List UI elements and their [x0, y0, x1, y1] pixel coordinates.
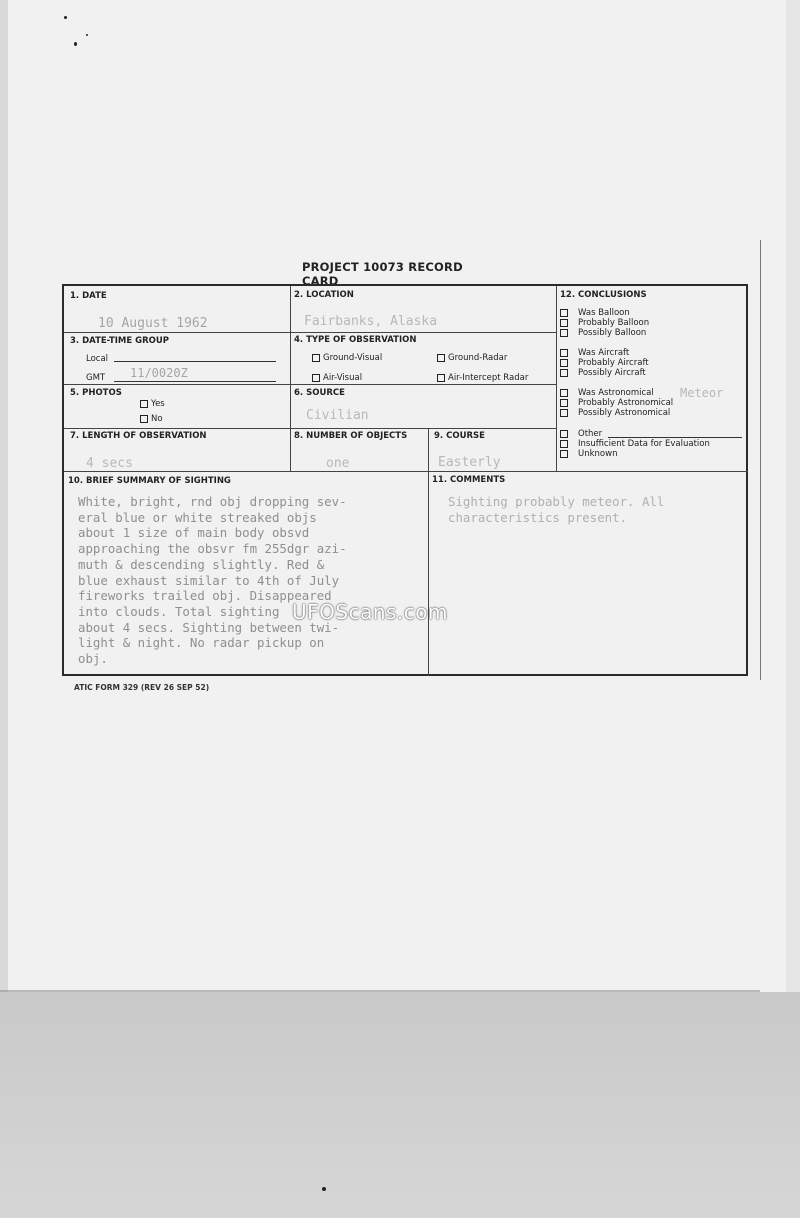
divider [556, 286, 557, 471]
type-obs-label: 4. TYPE OF OBSERVATION [294, 335, 417, 345]
checkbox-icon [437, 354, 445, 362]
conclusion-option[interactable] [560, 348, 629, 358]
checkbox-icon [140, 400, 148, 408]
checkbox-icon [560, 309, 568, 317]
conclusion-label: Possibly Balloon [578, 328, 647, 338]
date-label: 1. DATE [70, 291, 107, 301]
divider [428, 428, 429, 676]
date-value: 10 August 1962 [98, 316, 208, 331]
checkbox-icon [437, 374, 445, 382]
local-label: Local [86, 354, 109, 364]
divider [64, 428, 556, 429]
checkbox-icon [560, 369, 568, 377]
form-number: ATIC FORM 329 (REV 26 SEP 52) [74, 683, 210, 692]
margin-line [760, 240, 761, 680]
conclusion-option[interactable] [560, 429, 602, 439]
divider [64, 332, 556, 333]
checkbox-icon [560, 399, 568, 407]
gmt-label: GMT [86, 373, 106, 383]
conclusions-label: 12. CONCLUSIONS [560, 290, 647, 300]
conclusion-option[interactable] [560, 388, 654, 398]
checkbox-icon [560, 440, 568, 448]
checkbox-icon [560, 349, 568, 357]
conclusion-option[interactable] [560, 358, 649, 368]
air-intercept-option[interactable] [437, 373, 528, 383]
conclusion-label: Was Aircraft [578, 348, 630, 358]
divider [290, 286, 291, 471]
divider [64, 471, 748, 472]
speck [74, 42, 77, 46]
checkbox-icon [312, 354, 320, 362]
astronomical-note: Meteor [680, 386, 724, 400]
watermark: UFOScans.com [292, 600, 448, 624]
num-objects-value: one [326, 456, 350, 471]
checkbox-icon [560, 389, 568, 397]
speck [322, 1187, 326, 1191]
air-visual-option[interactable] [312, 373, 362, 383]
conclusion-label: Was Astronomical [578, 388, 654, 398]
conclusion-label: Unknown [578, 449, 618, 459]
checkbox-icon [560, 359, 568, 367]
conclusion-label: Probably Aircraft [578, 358, 649, 368]
speck [86, 34, 88, 36]
gmt-line [114, 381, 276, 382]
dtg-label: 3. DATE-TIME GROUP [70, 336, 170, 346]
ground-radar-option[interactable] [437, 353, 507, 363]
photos-no-label: No [151, 414, 163, 424]
checkbox-icon [560, 329, 568, 337]
source-value: Civilian [306, 408, 369, 423]
conclusion-label: Probably Balloon [578, 318, 650, 328]
source-label: 6. SOURCE [294, 388, 345, 398]
checkbox-icon [140, 415, 148, 423]
comments-text: Sighting probably meteor. All characteristics present. [448, 494, 665, 525]
other-line [608, 437, 742, 438]
card-title: PROJECT 10073 RECORD CARD [302, 260, 463, 288]
checkbox-icon [312, 374, 320, 382]
course-value: Easterly [438, 455, 501, 470]
checkbox-icon [560, 319, 568, 327]
ground-visual-label: Ground-Visual [323, 353, 383, 363]
conclusion-option[interactable] [560, 408, 670, 418]
checkbox-icon [560, 430, 568, 438]
summary-label: 10. BRIEF SUMMARY OF SIGHTING [68, 476, 231, 486]
conclusion-option[interactable] [560, 398, 673, 408]
ground-radar-label: Ground-Radar [448, 353, 508, 363]
ground-visual-option[interactable] [312, 353, 382, 363]
photos-no-option[interactable] [140, 414, 163, 424]
location-value: Fairbanks, Alaska [304, 314, 438, 329]
conclusion-option[interactable] [560, 368, 646, 378]
gmt-value: 11/0020Z [130, 366, 188, 380]
conclusion-label: Insufficient Data for Evaluation [578, 439, 710, 449]
conclusion-option[interactable] [560, 449, 617, 459]
conclusion-label: Was Balloon [578, 308, 630, 318]
conclusion-option[interactable] [560, 439, 710, 449]
paper-edge [786, 0, 800, 1000]
photos-yes-option[interactable] [140, 399, 165, 409]
conclusion-label: Possibly Aircraft [578, 368, 646, 378]
conclusion-label: Probably Astronomical [578, 398, 674, 408]
length-value: 4 secs [86, 456, 133, 471]
photos-label: 5. PHOTOS [70, 388, 122, 398]
location-label: 2. LOCATION [294, 290, 354, 300]
conclusion-option[interactable] [560, 308, 630, 318]
divider [64, 384, 556, 385]
local-line [114, 361, 276, 362]
checkbox-icon [560, 409, 568, 417]
course-label: 9. COURSE [434, 431, 485, 441]
conclusion-option[interactable] [560, 328, 646, 338]
conclusion-label: Possibly Astronomical [578, 408, 671, 418]
speck [64, 16, 67, 19]
air-intercept-label: Air-Intercept Radar [448, 373, 529, 383]
comments-label: 11. COMMENTS [432, 475, 506, 485]
conclusion-label: Other [578, 429, 603, 439]
checkbox-icon [560, 450, 568, 458]
photos-yes-label: Yes [151, 399, 165, 409]
conclusion-option[interactable] [560, 318, 649, 328]
summary-text: White, bright, rnd obj dropping sev- eral blue or white streaked objs about 1 size of main body obsvd approaching the obsvr fm 255dgr azi- muth & descending slightly. Red & blue exhaust similar to 4th of July fireworks trailed obj. Disappeared into clouds. Total sighting about 4 secs. Sighting between twi- light & night. No radar pickup on obj. [78, 494, 347, 667]
num-objects-label: 8. NUMBER OF OBJECTS [294, 431, 408, 441]
air-visual-label: Air-Visual [323, 373, 363, 383]
length-label: 7. LENGTH OF OBSERVATION [70, 431, 207, 441]
background-surface [0, 992, 800, 1218]
